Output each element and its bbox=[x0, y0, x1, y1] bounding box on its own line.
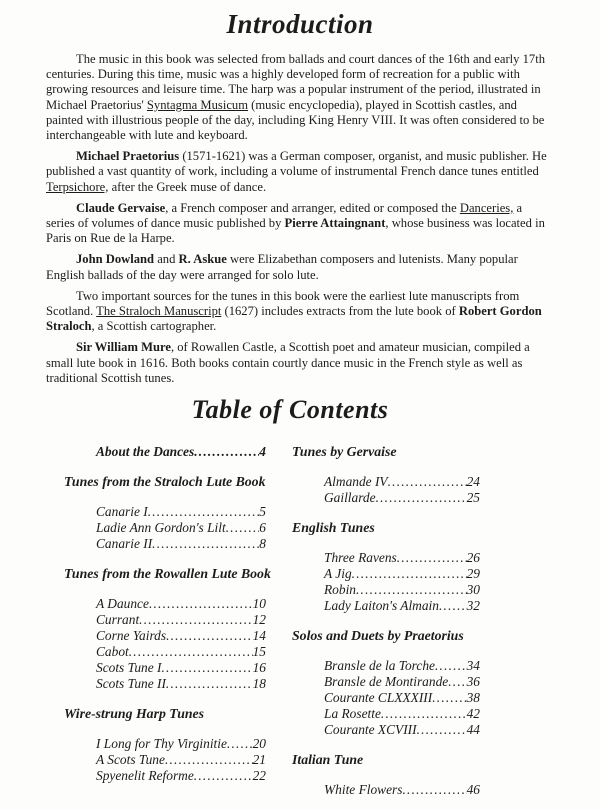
toc-entry-label: Courante CLXXXIII bbox=[324, 690, 433, 705]
toc-entry-label: A Daunce bbox=[96, 596, 149, 611]
emphasis-text: Pierre Attaingnant bbox=[284, 216, 386, 231]
emphasis-text: Michael Praetorius bbox=[76, 149, 180, 164]
toc-page-number: 36 bbox=[466, 674, 480, 689]
toc-section-heading: Tunes from the Straloch Lute Book bbox=[64, 474, 266, 489]
toc-entry bbox=[324, 598, 480, 614]
toc-entry bbox=[96, 612, 266, 628]
toc-dot-leader bbox=[148, 504, 260, 520]
toc-dot-leader bbox=[439, 598, 467, 614]
toc-dot-leader bbox=[226, 520, 260, 536]
toc-dot-leader bbox=[376, 490, 467, 506]
intro-title: Introduction bbox=[226, 9, 374, 39]
emphasis-text: The Straloch Manuscript bbox=[96, 304, 222, 319]
toc-dot-leader bbox=[139, 612, 252, 628]
toc-column-left bbox=[64, 442, 271, 798]
text-run: , a Scottish cartographer. bbox=[91, 319, 217, 334]
toc-entry-label: Courante XCVIII bbox=[324, 722, 417, 737]
toc-page-number: 44 bbox=[466, 722, 480, 737]
toc-entry bbox=[324, 658, 480, 674]
toc-page-number: 8 bbox=[259, 536, 266, 551]
toc-page-number: 38 bbox=[466, 690, 480, 705]
toc-section-heading: Wire-strung Harp Tunes bbox=[64, 706, 205, 721]
emphasis-text: John Dowland bbox=[76, 252, 155, 267]
toc-entry bbox=[96, 768, 266, 784]
toc-entry bbox=[96, 752, 266, 768]
toc-page-number: 16 bbox=[252, 660, 266, 675]
toc-entry-label: Bransle de la Torche bbox=[324, 658, 435, 673]
toc-entry-label: Cabot bbox=[96, 644, 129, 659]
toc-entry bbox=[96, 628, 266, 644]
toc-section-heading: English Tunes bbox=[292, 520, 375, 535]
text-run: , a French composer and arranger, edited or composed the bbox=[165, 200, 460, 215]
toc-page-number: 46 bbox=[466, 782, 480, 797]
toc-entry-label: White Flowers bbox=[324, 782, 403, 797]
intro-paragraph bbox=[46, 149, 548, 195]
text-run: were Elizabethan composers and lutenists. Many popular English ballads of the day were arranged for solo lute. bbox=[46, 252, 518, 282]
intro-paragraph bbox=[46, 252, 548, 282]
toc-page-number: 34 bbox=[466, 658, 480, 673]
toc-dot-leader bbox=[402, 782, 466, 798]
toc-entry-label: Canarie II bbox=[96, 536, 153, 551]
toc-entry-label: About the Dances bbox=[96, 444, 195, 459]
table-of-contents bbox=[0, 396, 600, 798]
toc-page-number: 6 bbox=[259, 520, 266, 535]
toc-entry-label: Almande IV bbox=[324, 474, 388, 489]
toc-dot-leader bbox=[194, 444, 259, 460]
toc-page-number: 29 bbox=[466, 566, 480, 581]
toc-page-number: 20 bbox=[252, 736, 266, 751]
intro-paragraph bbox=[46, 289, 548, 335]
toc-entry-label: Ladie Ann Gordon's Lilt bbox=[96, 520, 226, 535]
toc-page-number: 25 bbox=[466, 490, 480, 505]
toc-entry bbox=[96, 504, 266, 520]
toc-dot-leader bbox=[448, 674, 466, 690]
toc-entry-label: Corne Yairds bbox=[96, 628, 167, 643]
text-run: (1627) includes extracts from the lute book of bbox=[221, 304, 459, 319]
toc-entry-label: Lady Laiton's Almain bbox=[324, 598, 439, 613]
toc-dot-leader bbox=[388, 474, 467, 490]
toc-page-number: 22 bbox=[252, 768, 266, 783]
toc-page-number: 21 bbox=[252, 752, 266, 767]
toc-entry-label: Currant bbox=[96, 612, 140, 627]
toc-entry bbox=[324, 490, 480, 506]
text-run: Two important sources for the tunes in this book were the earliest lute manuscripts from Scotland. bbox=[46, 288, 520, 319]
emphasis-text: Sir William Mure bbox=[76, 340, 171, 355]
toc-entry-label: Scots Tune II bbox=[96, 676, 166, 691]
text-run: The music in this book was selected from ballads and court dances of the 16th and early 17th centuries. During this time, music was a highly developed form of recreation for a public with growing resources and leisure time. The harp was a popular instrument of the period, illustrated in Michael Praetorius' bbox=[46, 52, 545, 112]
toc-page-number: 15 bbox=[252, 644, 266, 659]
toc-page-number: 18 bbox=[252, 676, 266, 691]
toc-dot-leader bbox=[161, 660, 252, 676]
toc-entry-label: Canarie I bbox=[96, 504, 148, 519]
toc-entry bbox=[324, 674, 480, 690]
toc-entry-label: Scots Tune I bbox=[96, 660, 162, 675]
toc-section-heading: Italian Tune bbox=[292, 752, 364, 767]
toc-entry bbox=[324, 582, 480, 598]
toc-column-right bbox=[292, 442, 480, 798]
toc-entry bbox=[96, 444, 266, 460]
toc-page-number: 24 bbox=[466, 474, 480, 489]
toc-dot-leader bbox=[129, 644, 253, 660]
toc-entry bbox=[96, 676, 266, 692]
toc-section-heading: Solos and Duets by Praetorius bbox=[292, 628, 464, 643]
text-run: (1571-1621) was a German composer, organist, and music publisher. He published a vast quantity of work, including a volume of instrumental French dance tunes entitled bbox=[46, 149, 547, 179]
toc-entry bbox=[96, 596, 266, 612]
toc-entry-label: Bransle de Montirande bbox=[324, 674, 449, 689]
toc-entry bbox=[96, 644, 266, 660]
toc-entry-label: Gaillarde bbox=[324, 490, 376, 505]
toc-dot-leader bbox=[227, 736, 253, 752]
toc-dot-leader bbox=[166, 628, 253, 644]
toc-title: Table of Contents bbox=[191, 395, 389, 424]
toc-section-heading: Tunes from the Rowallen Lute Book bbox=[64, 566, 271, 581]
toc-entry-label: Three Ravens bbox=[324, 550, 397, 565]
toc-dot-leader bbox=[417, 722, 467, 738]
toc-entry bbox=[324, 550, 480, 566]
emphasis-text: R. Askue bbox=[178, 252, 227, 267]
toc-dot-leader bbox=[165, 752, 253, 768]
toc-entry-label: Robin bbox=[324, 582, 356, 597]
toc-page-number: 5 bbox=[259, 504, 266, 519]
toc-dot-leader bbox=[397, 550, 467, 566]
toc-dot-leader bbox=[194, 768, 253, 784]
emphasis-text: Syntagma Musicum bbox=[146, 97, 249, 112]
intro-body bbox=[46, 52, 548, 386]
toc-page-number: 12 bbox=[252, 612, 266, 627]
toc-page-number: 4 bbox=[259, 444, 266, 459]
toc-entry bbox=[96, 536, 266, 552]
toc-dot-leader bbox=[166, 676, 253, 692]
toc-page-number: 42 bbox=[466, 706, 480, 721]
toc-entry-label: La Rosette bbox=[324, 706, 381, 721]
toc-entry bbox=[96, 520, 266, 536]
toc-entry bbox=[324, 706, 480, 722]
toc-columns bbox=[64, 442, 600, 798]
toc-dot-leader bbox=[152, 536, 259, 552]
toc-dot-leader bbox=[432, 690, 466, 706]
toc-page-number: 30 bbox=[466, 582, 480, 597]
toc-entry-label: A Jig bbox=[324, 566, 352, 581]
text-run: (music encyclopedia), played in Scottish castles, and painted with illustrious people of the day, including King Henry VIII. It was often considered to be interchangeable with lute and keyboard. bbox=[46, 97, 545, 143]
emphasis-text: Danceries, bbox=[459, 200, 514, 215]
emphasis-text: Robert Gordon Straloch bbox=[46, 304, 542, 334]
toc-dot-leader bbox=[356, 582, 467, 598]
toc-entry bbox=[324, 566, 480, 582]
toc-section-heading: Tunes by Gervaise bbox=[292, 444, 397, 459]
intro-paragraph bbox=[46, 52, 548, 143]
toc-entry bbox=[324, 722, 480, 738]
toc-dot-leader bbox=[149, 596, 253, 612]
toc-dot-leader bbox=[381, 706, 467, 722]
emphasis-text: Terpsichore, bbox=[46, 179, 109, 194]
text-run: , whose business was located in Paris on Rue de la Harpe. bbox=[46, 216, 545, 246]
toc-entry bbox=[324, 474, 480, 490]
toc-entry-label: A Scots Tune bbox=[96, 752, 165, 767]
toc-page-number: 14 bbox=[252, 628, 266, 643]
toc-entry-label: Spyenelit Reforme bbox=[96, 768, 194, 783]
toc-page-number: 32 bbox=[466, 598, 480, 613]
text-run: after the Greek muse of dance. bbox=[108, 179, 267, 194]
text-run: and bbox=[154, 252, 179, 267]
toc-entry bbox=[96, 660, 266, 676]
text-run: , of Rowallen Castle, a Scottish poet and amateur musician, compiled a small lute book in 1616. Both books contain courtly dance music in the French style as well as traditional Scottish tunes. bbox=[46, 340, 530, 385]
toc-entry bbox=[324, 782, 480, 798]
toc-entry-label: I Long for Thy Virginitie bbox=[96, 736, 227, 751]
toc-page-number: 10 bbox=[252, 596, 266, 611]
toc-dot-leader bbox=[435, 658, 467, 674]
toc-entry bbox=[96, 736, 266, 752]
emphasis-text: Claude Gervaise bbox=[76, 200, 166, 215]
intro-paragraph bbox=[46, 201, 548, 247]
toc-page-number: 26 bbox=[466, 550, 480, 565]
text-run: a series of volumes of dance music published by bbox=[46, 200, 523, 231]
intro-paragraph bbox=[46, 340, 548, 386]
toc-dot-leader bbox=[352, 566, 467, 582]
toc-entry bbox=[324, 690, 480, 706]
